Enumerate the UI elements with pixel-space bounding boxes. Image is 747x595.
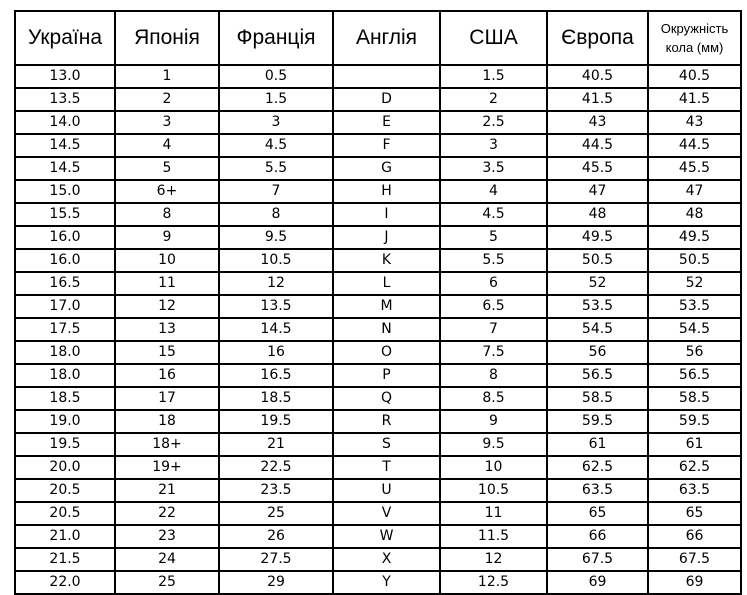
cell-japan: 6+ [115, 180, 219, 203]
cell-ukraine: 21.0 [15, 525, 115, 548]
cell-ukraine: 13.0 [15, 65, 115, 88]
cell-ukraine: 16.0 [15, 226, 115, 249]
cell-japan: 4 [115, 134, 219, 157]
cell-circumference: 54.5 [648, 318, 741, 341]
cell-france: 7 [219, 180, 333, 203]
table-row [15, 571, 741, 594]
table-row [15, 180, 741, 203]
cell-europe: 56.5 [547, 364, 648, 387]
cell-england: X [333, 548, 440, 571]
cell-japan: 11 [115, 272, 219, 295]
cell-france: 4.5 [219, 134, 333, 157]
cell-usa: 1.5 [440, 65, 547, 88]
cell-ukraine: 17.0 [15, 295, 115, 318]
cell-usa: 9.5 [440, 433, 547, 456]
cell-england: W [333, 525, 440, 548]
cell-england: P [333, 364, 440, 387]
cell-usa: 2.5 [440, 111, 547, 134]
cell-circumference: 50.5 [648, 249, 741, 272]
cell-ukraine: 14.0 [15, 111, 115, 134]
cell-usa: 8 [440, 364, 547, 387]
cell-europe: 44.5 [547, 134, 648, 157]
cell-japan: 16 [115, 364, 219, 387]
table-row [15, 433, 741, 456]
cell-england: M [333, 295, 440, 318]
table-row [15, 410, 741, 433]
cell-england: N [333, 318, 440, 341]
cell-japan: 18 [115, 410, 219, 433]
cell-usa: 6 [440, 272, 547, 295]
cell-europe: 52 [547, 272, 648, 295]
table-row [15, 479, 741, 502]
cell-france: 3 [219, 111, 333, 134]
cell-england: I [333, 203, 440, 226]
table-row [15, 295, 741, 318]
cell-ukraine: 14.5 [15, 157, 115, 180]
cell-usa: 6.5 [440, 295, 547, 318]
cell-ukraine: 21.5 [15, 548, 115, 571]
cell-japan: 21 [115, 479, 219, 502]
cell-europe: 63.5 [547, 479, 648, 502]
cell-europe: 66 [547, 525, 648, 548]
table-row [15, 548, 741, 571]
col-header-ukraine: Україна [15, 11, 115, 65]
table-body [15, 65, 741, 594]
cell-usa: 4.5 [440, 203, 547, 226]
cell-circumference: 52 [648, 272, 741, 295]
cell-japan: 5 [115, 157, 219, 180]
table-row [15, 341, 741, 364]
cell-france: 27.5 [219, 548, 333, 571]
cell-circumference: 41.5 [648, 88, 741, 111]
cell-circumference: 48 [648, 203, 741, 226]
cell-england: Q [333, 387, 440, 410]
cell-usa: 9 [440, 410, 547, 433]
cell-circumference: 47 [648, 180, 741, 203]
cell-france: 5.5 [219, 157, 333, 180]
cell-europe: 69 [547, 571, 648, 594]
table-row [15, 272, 741, 295]
cell-circumference: 53.5 [648, 295, 741, 318]
cell-france: 9.5 [219, 226, 333, 249]
cell-usa: 8.5 [440, 387, 547, 410]
cell-england: D [333, 88, 440, 111]
table-row [15, 525, 741, 548]
cell-europe: 58.5 [547, 387, 648, 410]
cell-usa: 11 [440, 502, 547, 525]
cell-europe: 47 [547, 180, 648, 203]
cell-ukraine: 16.0 [15, 249, 115, 272]
ring-size-table [14, 10, 742, 595]
cell-usa: 11.5 [440, 525, 547, 548]
cell-ukraine: 20.5 [15, 479, 115, 502]
col-header-europe: Європа [547, 11, 648, 65]
table-row [15, 456, 741, 479]
table-row [15, 203, 741, 226]
table-row [15, 157, 741, 180]
cell-japan: 12 [115, 295, 219, 318]
cell-europe: 43 [547, 111, 648, 134]
cell-ukraine: 18.0 [15, 364, 115, 387]
cell-circumference: 56.5 [648, 364, 741, 387]
cell-ukraine: 18.0 [15, 341, 115, 364]
header-row [15, 11, 741, 65]
cell-england: T [333, 456, 440, 479]
cell-japan: 2 [115, 88, 219, 111]
cell-europe: 54.5 [547, 318, 648, 341]
col-header-france: Франція [219, 11, 333, 65]
cell-circumference: 63.5 [648, 479, 741, 502]
cell-circumference: 45.5 [648, 157, 741, 180]
col-header-japan: Японія [115, 11, 219, 65]
cell-japan: 8 [115, 203, 219, 226]
cell-england: K [333, 249, 440, 272]
cell-japan: 17 [115, 387, 219, 410]
cell-europe: 67.5 [547, 548, 648, 571]
cell-france: 18.5 [219, 387, 333, 410]
cell-japan: 15 [115, 341, 219, 364]
cell-japan: 1 [115, 65, 219, 88]
table-row [15, 364, 741, 387]
cell-england: J [333, 226, 440, 249]
cell-circumference: 61 [648, 433, 741, 456]
cell-usa: 10 [440, 456, 547, 479]
cell-france: 10.5 [219, 249, 333, 272]
cell-ukraine: 15.0 [15, 180, 115, 203]
cell-circumference: 40.5 [648, 65, 741, 88]
cell-france: 29 [219, 571, 333, 594]
cell-ukraine: 19.0 [15, 410, 115, 433]
cell-england: F [333, 134, 440, 157]
table-header [15, 11, 741, 65]
cell-usa: 7.5 [440, 341, 547, 364]
cell-france: 16.5 [219, 364, 333, 387]
cell-france: 22.5 [219, 456, 333, 479]
cell-ukraine: 20.0 [15, 456, 115, 479]
cell-usa: 3.5 [440, 157, 547, 180]
cell-usa: 12 [440, 548, 547, 571]
cell-europe: 45.5 [547, 157, 648, 180]
cell-france: 14.5 [219, 318, 333, 341]
cell-ukraine: 16.5 [15, 272, 115, 295]
cell-england: R [333, 410, 440, 433]
cell-europe: 48 [547, 203, 648, 226]
cell-usa: 4 [440, 180, 547, 203]
cell-france: 8 [219, 203, 333, 226]
cell-usa: 2 [440, 88, 547, 111]
cell-ukraine: 15.5 [15, 203, 115, 226]
cell-circumference: 62.5 [648, 456, 741, 479]
cell-france: 21 [219, 433, 333, 456]
cell-europe: 61 [547, 433, 648, 456]
cell-usa: 10.5 [440, 479, 547, 502]
cell-france: 23.5 [219, 479, 333, 502]
table-row [15, 65, 741, 88]
cell-usa: 12.5 [440, 571, 547, 594]
cell-france: 13.5 [219, 295, 333, 318]
cell-circumference: 43 [648, 111, 741, 134]
cell-europe: 40.5 [547, 65, 648, 88]
cell-usa: 5 [440, 226, 547, 249]
cell-england: O [333, 341, 440, 364]
cell-europe: 49.5 [547, 226, 648, 249]
cell-japan: 10 [115, 249, 219, 272]
table-row [15, 134, 741, 157]
cell-japan: 22 [115, 502, 219, 525]
cell-usa: 3 [440, 134, 547, 157]
cell-japan: 18+ [115, 433, 219, 456]
cell-france: 12 [219, 272, 333, 295]
cell-france: 16 [219, 341, 333, 364]
cell-circumference: 66 [648, 525, 741, 548]
table-row [15, 318, 741, 341]
cell-ukraine: 17.5 [15, 318, 115, 341]
cell-england: U [333, 479, 440, 502]
cell-circumference: 67.5 [648, 548, 741, 571]
col-header-england: Англія [333, 11, 440, 65]
table-row [15, 111, 741, 134]
cell-england: Y [333, 571, 440, 594]
cell-france: 19.5 [219, 410, 333, 433]
cell-england [333, 65, 440, 88]
cell-france: 25 [219, 502, 333, 525]
cell-circumference: 56 [648, 341, 741, 364]
cell-circumference: 65 [648, 502, 741, 525]
cell-ukraine: 14.5 [15, 134, 115, 157]
cell-japan: 23 [115, 525, 219, 548]
cell-europe: 41.5 [547, 88, 648, 111]
cell-japan: 19+ [115, 456, 219, 479]
cell-france: 26 [219, 525, 333, 548]
cell-europe: 53.5 [547, 295, 648, 318]
cell-circumference: 59.5 [648, 410, 741, 433]
table-row [15, 88, 741, 111]
col-header-usa: США [440, 11, 547, 65]
cell-europe: 59.5 [547, 410, 648, 433]
cell-ukraine: 22.0 [15, 571, 115, 594]
cell-ukraine: 20.5 [15, 502, 115, 525]
cell-england: S [333, 433, 440, 456]
cell-usa: 7 [440, 318, 547, 341]
cell-circumference: 69 [648, 571, 741, 594]
cell-france: 0.5 [219, 65, 333, 88]
cell-england: H [333, 180, 440, 203]
cell-england: E [333, 111, 440, 134]
table-row [15, 387, 741, 410]
cell-circumference: 58.5 [648, 387, 741, 410]
cell-ukraine: 18.5 [15, 387, 115, 410]
cell-ukraine: 19.5 [15, 433, 115, 456]
table-row [15, 502, 741, 525]
cell-europe: 56 [547, 341, 648, 364]
cell-japan: 24 [115, 548, 219, 571]
table-row [15, 226, 741, 249]
cell-japan: 25 [115, 571, 219, 594]
cell-circumference: 44.5 [648, 134, 741, 157]
cell-japan: 9 [115, 226, 219, 249]
cell-england: V [333, 502, 440, 525]
cell-japan: 3 [115, 111, 219, 134]
cell-europe: 50.5 [547, 249, 648, 272]
cell-europe: 65 [547, 502, 648, 525]
cell-ukraine: 13.5 [15, 88, 115, 111]
table-row [15, 249, 741, 272]
cell-england: G [333, 157, 440, 180]
cell-circumference: 49.5 [648, 226, 741, 249]
col-header-circumference: Окружність кола (мм) [648, 11, 741, 65]
cell-england: L [333, 272, 440, 295]
cell-france: 1.5 [219, 88, 333, 111]
cell-japan: 13 [115, 318, 219, 341]
cell-europe: 62.5 [547, 456, 648, 479]
cell-usa: 5.5 [440, 249, 547, 272]
